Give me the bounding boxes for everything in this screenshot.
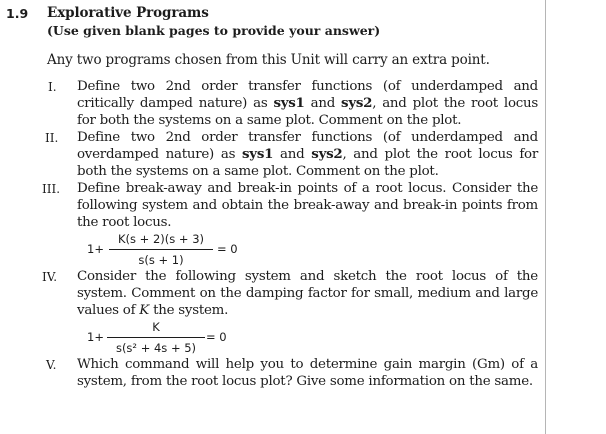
equation-3-lead: 1+ xyxy=(87,242,104,256)
equation-3-rhs: = 0 xyxy=(217,242,238,256)
equation-3-numerator: K(s + 2)(s + 3) xyxy=(118,232,204,246)
item-text-2: Define two 2nd order transfer functions (of underdamped and overdamped nature) as sys1 and sys2, and plot the root locus for both the systems on a same plot. Comment on the plot. xyxy=(77,130,538,179)
section-number: 1.9 xyxy=(6,6,29,21)
item-numeral-4: IV. xyxy=(42,270,58,284)
equation-4-lead: 1+ xyxy=(87,330,104,344)
item-numeral-1: I. xyxy=(48,80,57,94)
equation-4-numerator: K xyxy=(152,320,160,334)
item-numeral-5: V. xyxy=(46,358,57,372)
equation-4 xyxy=(87,320,247,356)
item-numeral-3: III. xyxy=(42,182,61,196)
item-text-5: Which command will help you to determine gain margin (Gm) of a system, from the root locus plot? Give some information on the same. xyxy=(77,357,538,389)
item-text-4: Consider the following system and sketch the root locus of the system. Comment on the damping factor for small, medium and large values of K the system. xyxy=(77,269,538,318)
right-margin-line xyxy=(545,0,546,434)
section-subtitle: (Use given blank pages to provide your answer) xyxy=(47,23,381,38)
item-numeral-2: II. xyxy=(45,131,59,145)
item-text-1: Define two 2nd order transfer functions (of underdamped and critically damped nature) as sys1 and sys2, and plot the root locus for both the systems on a same plot. Comment on the plot. xyxy=(77,79,538,128)
item-text-3: Define break-away and break-in points of a root locus. Consider the following system and obtain the break-away and break-in points from the root locus. xyxy=(77,181,538,230)
equation-3-denominator: s(s + 1) xyxy=(138,253,184,267)
section-title: Explorative Programs xyxy=(47,5,209,21)
equation-4-denominator: s(s² + 4s + 5) xyxy=(115,341,197,355)
intro-text: Any two programs chosen from this Unit will carry an extra point. xyxy=(47,52,490,68)
equation-3 xyxy=(87,232,247,268)
equation-3-fraction-bar xyxy=(109,249,213,250)
equation-4-fraction-bar xyxy=(107,337,205,338)
equation-4-rhs: = 0 xyxy=(206,330,227,344)
